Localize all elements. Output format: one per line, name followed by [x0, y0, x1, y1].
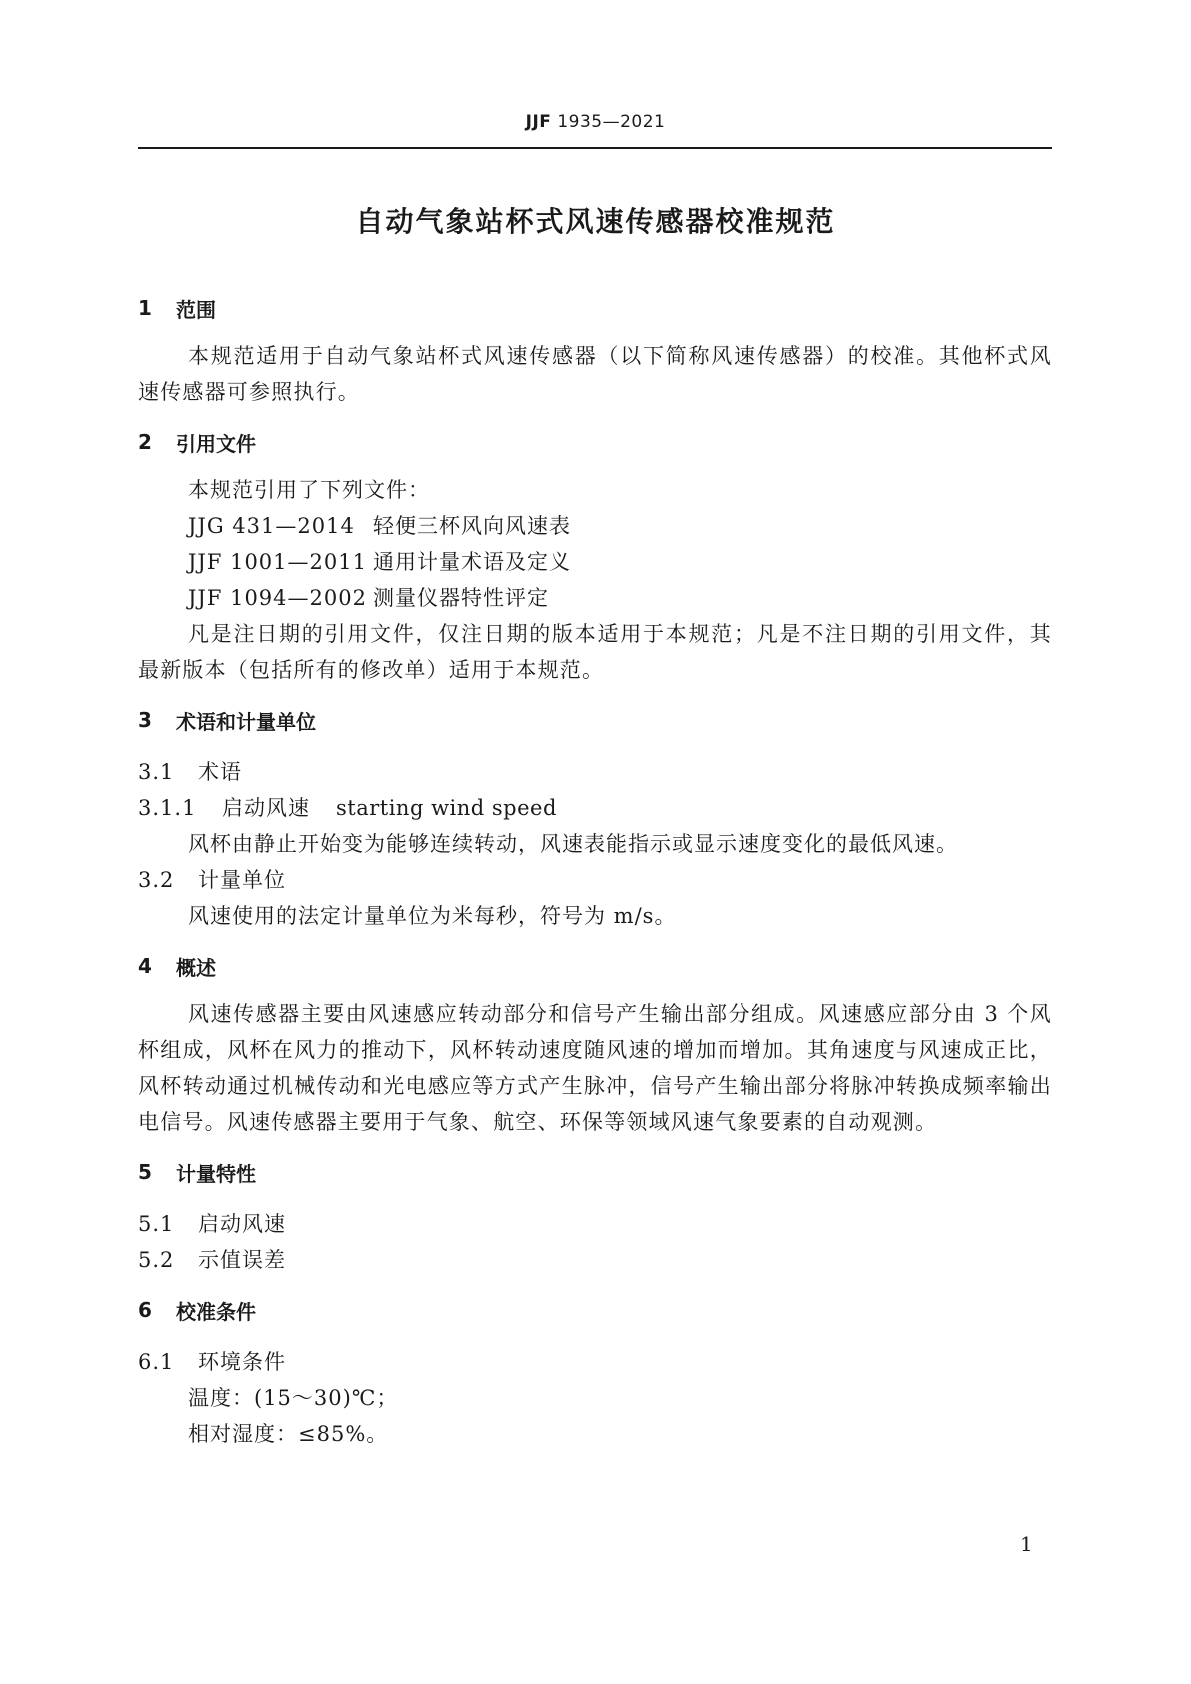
- reference-item: [138, 544, 1052, 580]
- subsection-number: 6.1: [138, 1350, 175, 1374]
- reference-name: 通用计量术语及定义: [373, 550, 571, 574]
- section-title: 校准条件: [176, 1299, 256, 1324]
- reference-item: [138, 508, 1052, 544]
- section-1-paragraph: 本规范适用于自动气象站杯式风速传感器（以下简称风速传感器）的校准。其他杯式风速传感器可参照执行。: [138, 344, 1052, 404]
- unit-text: 风速使用的法定计量单位为米每秒，符号为 m/s。: [188, 904, 677, 928]
- section-title: 范围: [176, 297, 216, 322]
- reference-name: 测量仪器特性评定: [373, 586, 549, 610]
- subsection-number: 3.1: [138, 760, 175, 784]
- humidity-condition: 相对湿度：≤85%。: [188, 1422, 389, 1446]
- section-5-heading: [138, 1154, 1052, 1190]
- subsection-3-1: [138, 754, 1052, 790]
- term-title: 启动风速: [222, 796, 310, 820]
- section-1-heading: [138, 290, 1052, 326]
- reference-name: 轻便三杯风向风速表: [373, 514, 571, 538]
- references-intro: 本规范引用了下列文件：: [188, 478, 430, 502]
- standard-code-prefix: JJF: [525, 112, 552, 132]
- section-6-heading: [138, 1292, 1052, 1328]
- subsection-3-1-1: [138, 790, 1052, 826]
- temperature-condition: 温度：(15～30)℃；: [188, 1386, 399, 1410]
- subsection-number: 3.1.1: [138, 796, 197, 820]
- section-number: 2: [138, 430, 152, 454]
- section-number: 5: [138, 1160, 152, 1184]
- section-title: 计量特性: [176, 1161, 256, 1186]
- subsection-5-2: [138, 1242, 1052, 1278]
- term-definition: 风杯由静止开始变为能够连续转动，风速表能指示或显示速度变化的最低风速。: [188, 832, 958, 856]
- standard-code: [0, 112, 1191, 132]
- subsection-title: 启动风速: [198, 1212, 286, 1236]
- standard-code-number: 1935—2021: [557, 112, 666, 132]
- section-title: 概述: [176, 955, 216, 980]
- references-note: 凡是注日期的引用文件，仅注日期的版本适用于本规范；凡是不注日期的引用文件，其最新版本（包括所有的修改单）适用于本规范。: [138, 622, 1052, 682]
- reference-code: JJF 1001—2011: [188, 550, 367, 574]
- reference-item: [138, 580, 1052, 616]
- subsection-number: 5.2: [138, 1248, 175, 1272]
- reference-code: JJG 431—2014: [188, 514, 355, 538]
- section-3-heading: [138, 702, 1052, 738]
- subsection-5-1: [138, 1206, 1052, 1242]
- section-title: 引用文件: [176, 431, 256, 456]
- section-2-heading: [138, 424, 1052, 460]
- subsection-title: 示值误差: [198, 1248, 286, 1272]
- subsection-title: 计量单位: [198, 868, 286, 892]
- document-title: 自动气象站杯式风速传感器校准规范: [355, 205, 836, 238]
- section-4-paragraph: 风速传感器主要由风速感应转动部分和信号产生输出部分组成。风速感应部分由 3 个风杯组成，风杯在风力的推动下，风杯转动速度随风速的增加而增加。其角速度与风速成正比，风杯转动通过机械传动和光电感应等方式产生脉冲，信号产生输出部分将脉冲转换成频率输出电信号。风速传感器主要用于气象、航空、环保等领域风速气象要素的自动观测。: [138, 1002, 1052, 1134]
- header-rule: [138, 147, 1052, 149]
- section-4-heading: [138, 948, 1052, 984]
- subsection-title: 术语: [198, 760, 242, 784]
- section-number: 1: [138, 296, 152, 320]
- section-number: 6: [138, 1298, 152, 1322]
- subsection-title: 环境条件: [198, 1350, 286, 1374]
- subsection-3-2: [138, 862, 1052, 898]
- subsection-number: 3.2: [138, 868, 175, 892]
- subsection-number: 5.1: [138, 1212, 175, 1236]
- reference-code: JJF 1094—2002: [188, 586, 367, 610]
- term-english: starting wind speed: [336, 796, 557, 820]
- subsection-6-1: [138, 1344, 1052, 1380]
- page-number: 1: [1020, 1532, 1033, 1556]
- document-body: [138, 290, 1052, 1452]
- section-number: 4: [138, 954, 152, 978]
- section-title: 术语和计量单位: [176, 709, 316, 734]
- section-number: 3: [138, 708, 152, 732]
